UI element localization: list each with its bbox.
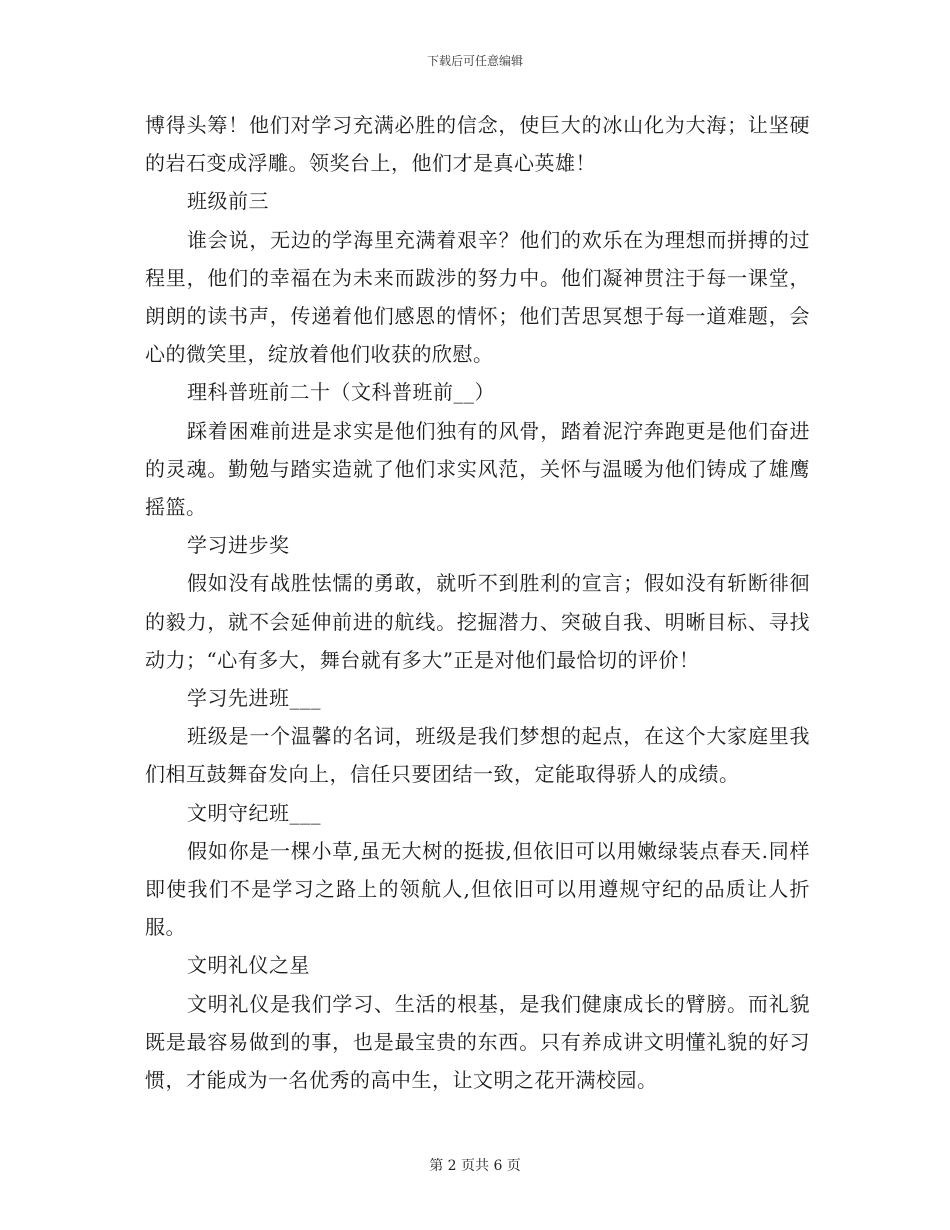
- section-heading-class-top-three: 班级前三: [187, 189, 269, 214]
- page-number: 第 2 页共 6 页: [429, 1158, 521, 1174]
- paragraph: 谁会说，无边的学海里充满着艰辛？他们的欢乐在为理想而拼搏的过程里，他们的幸福在为未来而跋涉的努力中。他们凝神贯注于每一课堂，朗朗的读书声，传递着他们感恩的情怀；他们苦思冥想于每一道难题，会心的微笑里，绽放着他们收获的欣慰。: [145, 227, 810, 367]
- section-heading-science-top-twenty: 理科普班前二十（文科普班前__）: [187, 380, 495, 405]
- paragraph: 假如你是一棵小草,虽无大树的挺拔,但依旧可以用嫩绿装点春天.同样即使我们不是学习之路上的领航人,但依旧可以用遵规守纪的品质让人折服。: [145, 838, 810, 940]
- section-heading-advanced-class: 学习先进班___: [187, 686, 321, 711]
- paragraph: 文明礼仪是我们学习、生活的根基，是我们健康成长的臂膀。而礼貌既是最容易做到的事，也是最宝贵的东西。只有养成讲文明懂礼貌的好习惯，才能成为一名优秀的高中生，让文明之花开满校园。: [145, 991, 810, 1093]
- paragraph: 假如没有战胜怯懦的勇敢，就听不到胜利的宣言；假如没有斩断徘徊的毅力，就不会延伸前进的航线。挖掘潜力、突破自我、明晰目标、寻找动力；“心有多大，舞台就有多大”正是对他们最恰切的评价！: [145, 571, 810, 672]
- section-heading-discipline-class: 文明守纪班___: [187, 800, 321, 825]
- paragraph: 班级是一个温馨的名词，班级是我们梦想的起点，在这个大家庭里我们相互鼓舞奋发向上，信任只要团结一致，定能取得骄人的成绩。: [145, 724, 810, 787]
- page-header: 下载后可任意编辑: [426, 54, 523, 68]
- document-body: [145, 106, 810, 1099]
- paragraph-continued: 博得头筹！他们对学习充满必胜的信念，使巨大的冰山化为大海；让坚硬的岩石变成浮雕。领奖台上，他们才是真心英雄！: [145, 113, 810, 176]
- section-heading-progress-award: 学习进步奖: [187, 533, 290, 558]
- paragraph: 踩着困难前进是求实是他们独有的风骨，踏着泥泞奔跑更是他们奋进的灵魂。勤勉与踏实造就了他们求实风范，关怀与温暖为他们铸成了雄鹰摇篮。: [145, 418, 810, 520]
- section-heading-etiquette-star: 文明礼仪之星: [187, 953, 310, 978]
